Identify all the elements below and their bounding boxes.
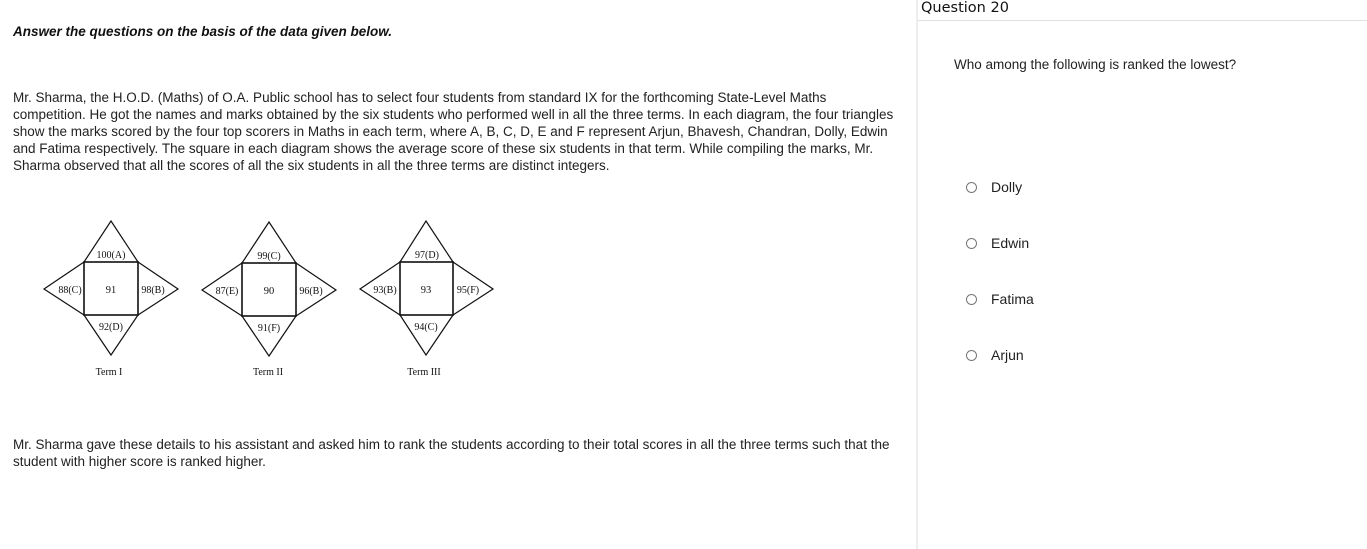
option-label: Arjun bbox=[991, 347, 1024, 363]
term3-label: Term III bbox=[407, 367, 441, 378]
option-label: Edwin bbox=[991, 235, 1030, 251]
term2-left-score: 87(E) bbox=[215, 286, 239, 297]
term1-bottom-score: 92(D) bbox=[99, 322, 123, 333]
term3-top-score: 97(D) bbox=[415, 250, 439, 261]
question-text: Who among the following is ranked the lowest? bbox=[954, 57, 1237, 72]
term3-bottom-score: 94(C) bbox=[414, 322, 438, 333]
passage-paragraph-2: Mr. Sharma gave these details to his assistant and asked him to rank the students according to their total scores in all the three terms such that the student with higher score is ranked higher. bbox=[13, 437, 890, 469]
option-label: Fatima bbox=[991, 291, 1034, 307]
term2-label: Term II bbox=[252, 367, 284, 378]
question-title: Question 20 bbox=[921, 0, 1009, 16]
passage-paragraph-1: Mr. Sharma, the H.O.D. (Maths) of O.A. Public school has to select four students from standard IX for the forthcoming State-Level Maths competition. He got the names and marks obtained by the six students who performed well in all the three terms. In each diagram, the four triangles show the marks scored by the four top scorers in Maths in each term, where A, B, C, D, E and F represent Arjun, Bhavesh, Chandran, Dolly, Edwin and Fatima respectively. The square in each diagram shows the average score of these six students in that term. While compiling the marks, Mr. Sharma observed that all the scores of all the six students in all the three terms are distinct integers. bbox=[13, 90, 894, 173]
term1-label: Term I bbox=[95, 367, 123, 378]
option-arjun[interactable] bbox=[966, 347, 1024, 363]
term1-left-score: 88(C) bbox=[58, 285, 82, 296]
term2-average: 90 bbox=[263, 286, 275, 297]
term3-right-score: 95(F) bbox=[456, 285, 480, 296]
term-diagrams bbox=[0, 210, 520, 390]
option-edwin[interactable] bbox=[966, 235, 1029, 251]
radio-button-icon[interactable] bbox=[966, 350, 977, 361]
option-dolly[interactable] bbox=[966, 179, 1022, 195]
radio-button-icon[interactable] bbox=[966, 238, 977, 249]
option-label: Dolly bbox=[991, 179, 1023, 195]
option-fatima[interactable] bbox=[966, 291, 1034, 307]
question-title-divider bbox=[918, 20, 1367, 21]
term3-average: 93 bbox=[420, 285, 432, 296]
question-panel bbox=[918, 0, 1367, 549]
radio-button-icon[interactable] bbox=[966, 182, 977, 193]
term1-average: 91 bbox=[105, 285, 117, 296]
passage-heading: Answer the questions on the basis of the data given below. bbox=[13, 24, 393, 39]
term2-top-score: 99(C) bbox=[257, 251, 281, 262]
term2-right-score: 96(B) bbox=[299, 286, 323, 297]
term1-right-score: 98(B) bbox=[141, 285, 165, 296]
term1-top-score: 100(A) bbox=[96, 250, 126, 261]
radio-button-icon[interactable] bbox=[966, 294, 977, 305]
term3-left-score: 93(B) bbox=[373, 285, 397, 296]
term2-bottom-score: 91(F) bbox=[257, 323, 281, 334]
